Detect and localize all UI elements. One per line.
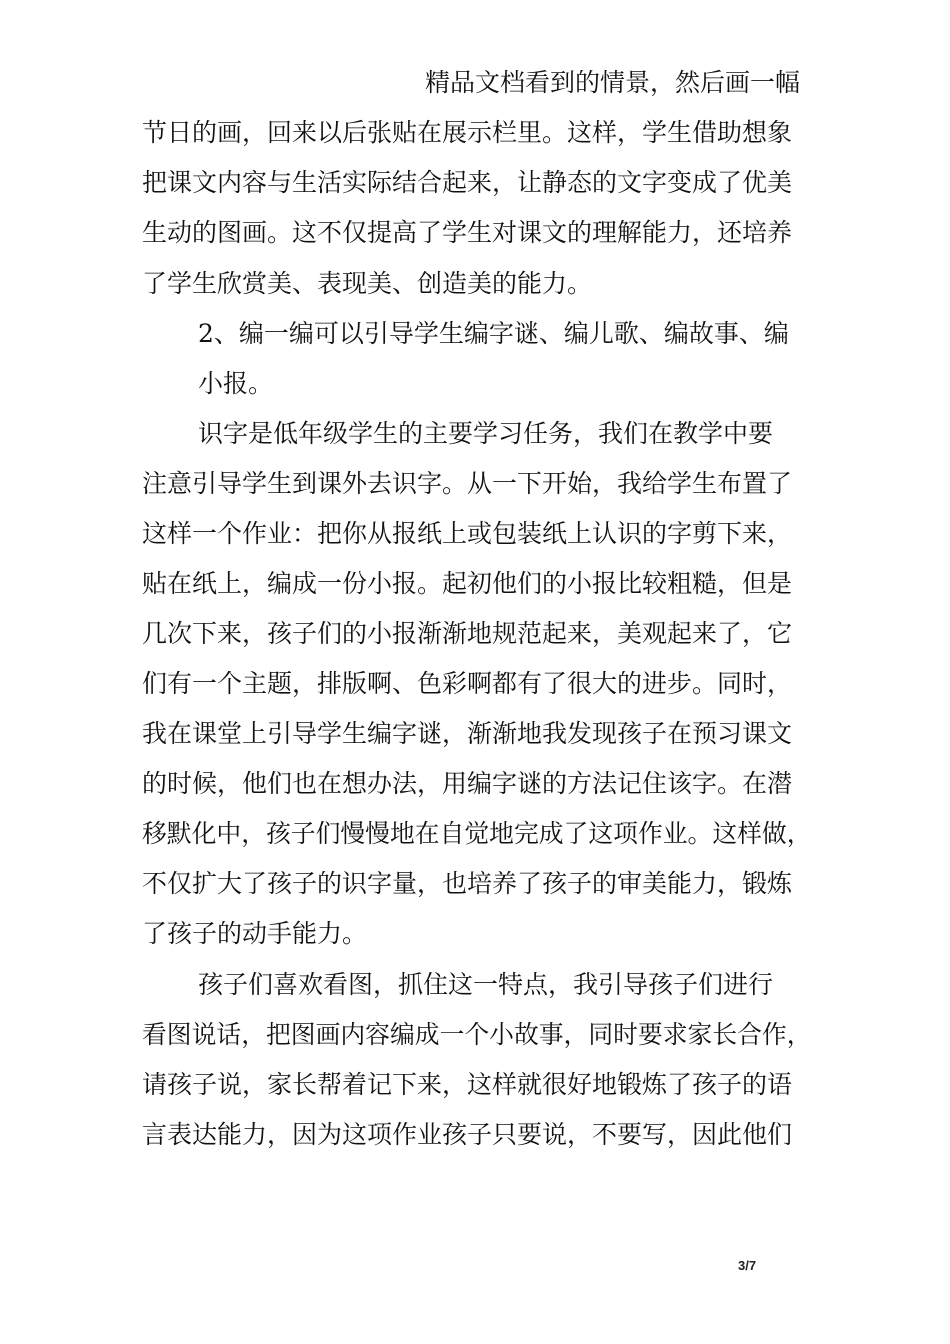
text-line: 生动的图画。这不仅提高了学生对课文的理解能力，还培养 [142,218,793,247]
text-line: 不仅扩大了孩子的识字量，也培养了孩子的审美能力，锻炼 [142,869,793,898]
text-line: 请孩子说，家长帮着记下来，这样就很好地锻炼了孩子的语 [142,1070,793,1099]
text-line: 我在课堂上引导学生编字谜，渐渐地我发现孩子在预习课文 [142,719,793,748]
text-line: 节日的画，回来以后张贴在展示栏里。这样，学生借助想象 [142,118,793,147]
text-line: 把课文内容与生活实际结合起来，让静态的文字变成了优美 [142,168,793,197]
text-line: 精品文档看到的情景，然后画一幅 [425,68,801,97]
text-line: 孩子们喜欢看图，抓住这一特点，我引导孩子们进行 [198,970,774,999]
text-line: 了孩子的动手能力。 [142,919,368,948]
text-line: 移默化中，孩子们慢慢地在自觉地完成了这项作业。这样做， [142,819,812,848]
text-line: 几次下来，孩子们的小报渐渐地规范起来，美观起来了，它 [142,619,793,648]
text-line: 们有一个主题，排版啊、色彩啊都有了很大的进步。同时， [142,669,793,698]
text-line: 贴在纸上，编成一份小报。起初他们的小报比较粗糙，但是 [142,569,793,598]
text-line: 2、编一编可以引导学生编字谜、编儿歌、编故事、编 [198,319,789,348]
text-line: 了学生欣赏美、表现美、创造美的能力。 [142,269,593,298]
text-line: 言表达能力，因为这项作业孩子只要说，不要写，因此他们 [142,1120,793,1149]
text-line: 小报。 [198,369,274,398]
text-line: 识字是低年级学生的主要学习任务，我们在教学中要 [198,419,774,448]
page-number: 3/7 [738,1258,757,1273]
text-line: 这样一个作业：把你从报纸上或包装纸上认识的字剪下来， [142,519,793,548]
text-line: 注意引导学生到课外去识字。从一下开始，我给学生布置了 [142,469,793,498]
text-line: 的时候，他们也在想办法，用编字谜的方法记住该字。在潜 [142,769,793,798]
text-line: 看图说话，把图画内容编成一个小故事，同时要求家长合作， [142,1020,812,1049]
